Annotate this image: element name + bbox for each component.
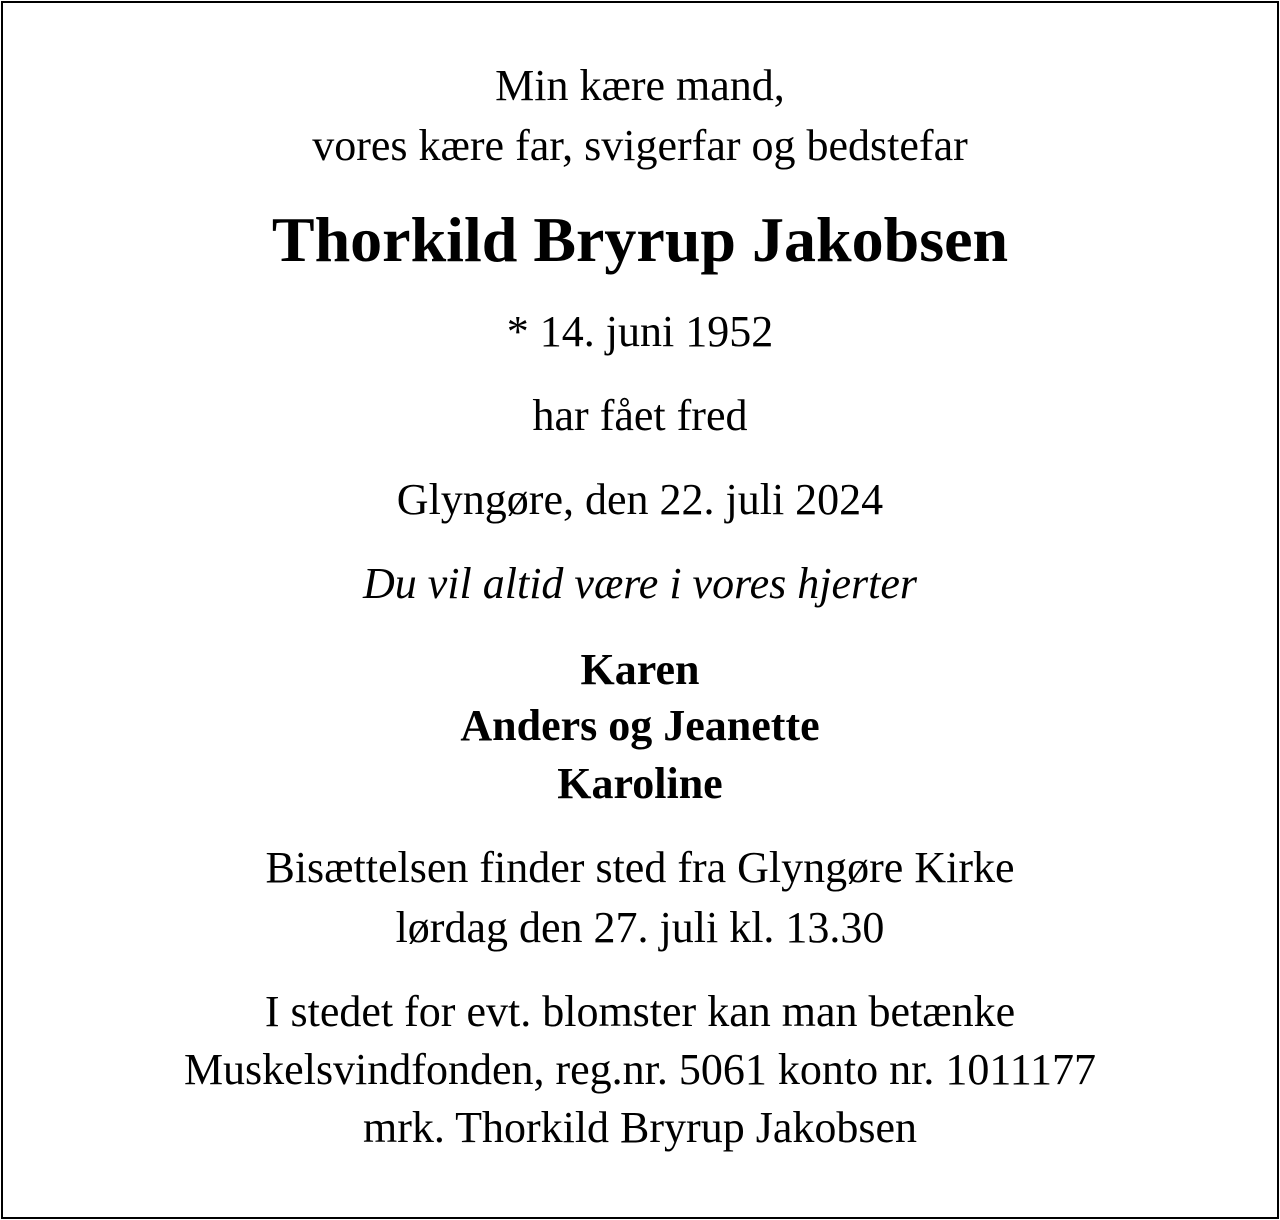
funeral-line-1: Bisættelsen finder sted fra Glyngøre Kirke	[265, 843, 1015, 892]
family-name-3: Karoline	[557, 759, 723, 808]
passing-phrase: har fået fred	[532, 391, 748, 440]
funeral-line-2: lørdag den 27. juli kl. 13.30	[395, 903, 885, 952]
donation-line-2: Muskelsvindfonden, reg.nr. 5061 konto nr. 1011177	[183, 1045, 1097, 1094]
intro-line-1: Min kære mand,	[495, 61, 785, 110]
intro-line-2: vores kære far, svigerfar og bedstefar	[312, 121, 968, 170]
notice-border	[1, 1, 1279, 1219]
donation-line-1: I stedet for evt. blomster kan man betænke	[264, 987, 1016, 1036]
place-and-date: Glyngøre, den 22. juli 2024	[396, 475, 884, 524]
deceased-name: Thorkild Bryrup Jakobsen	[271, 204, 1009, 275]
birth-date: * 14. juni 1952	[506, 307, 774, 356]
family-name-1: Karen	[580, 645, 700, 694]
epitaph: Du vil altid være i vores hjerter	[363, 559, 917, 608]
donation-line-3: mrk. Thorkild Bryrup Jakobsen	[362, 1103, 918, 1152]
family-name-2: Anders og Jeanette	[460, 701, 820, 750]
